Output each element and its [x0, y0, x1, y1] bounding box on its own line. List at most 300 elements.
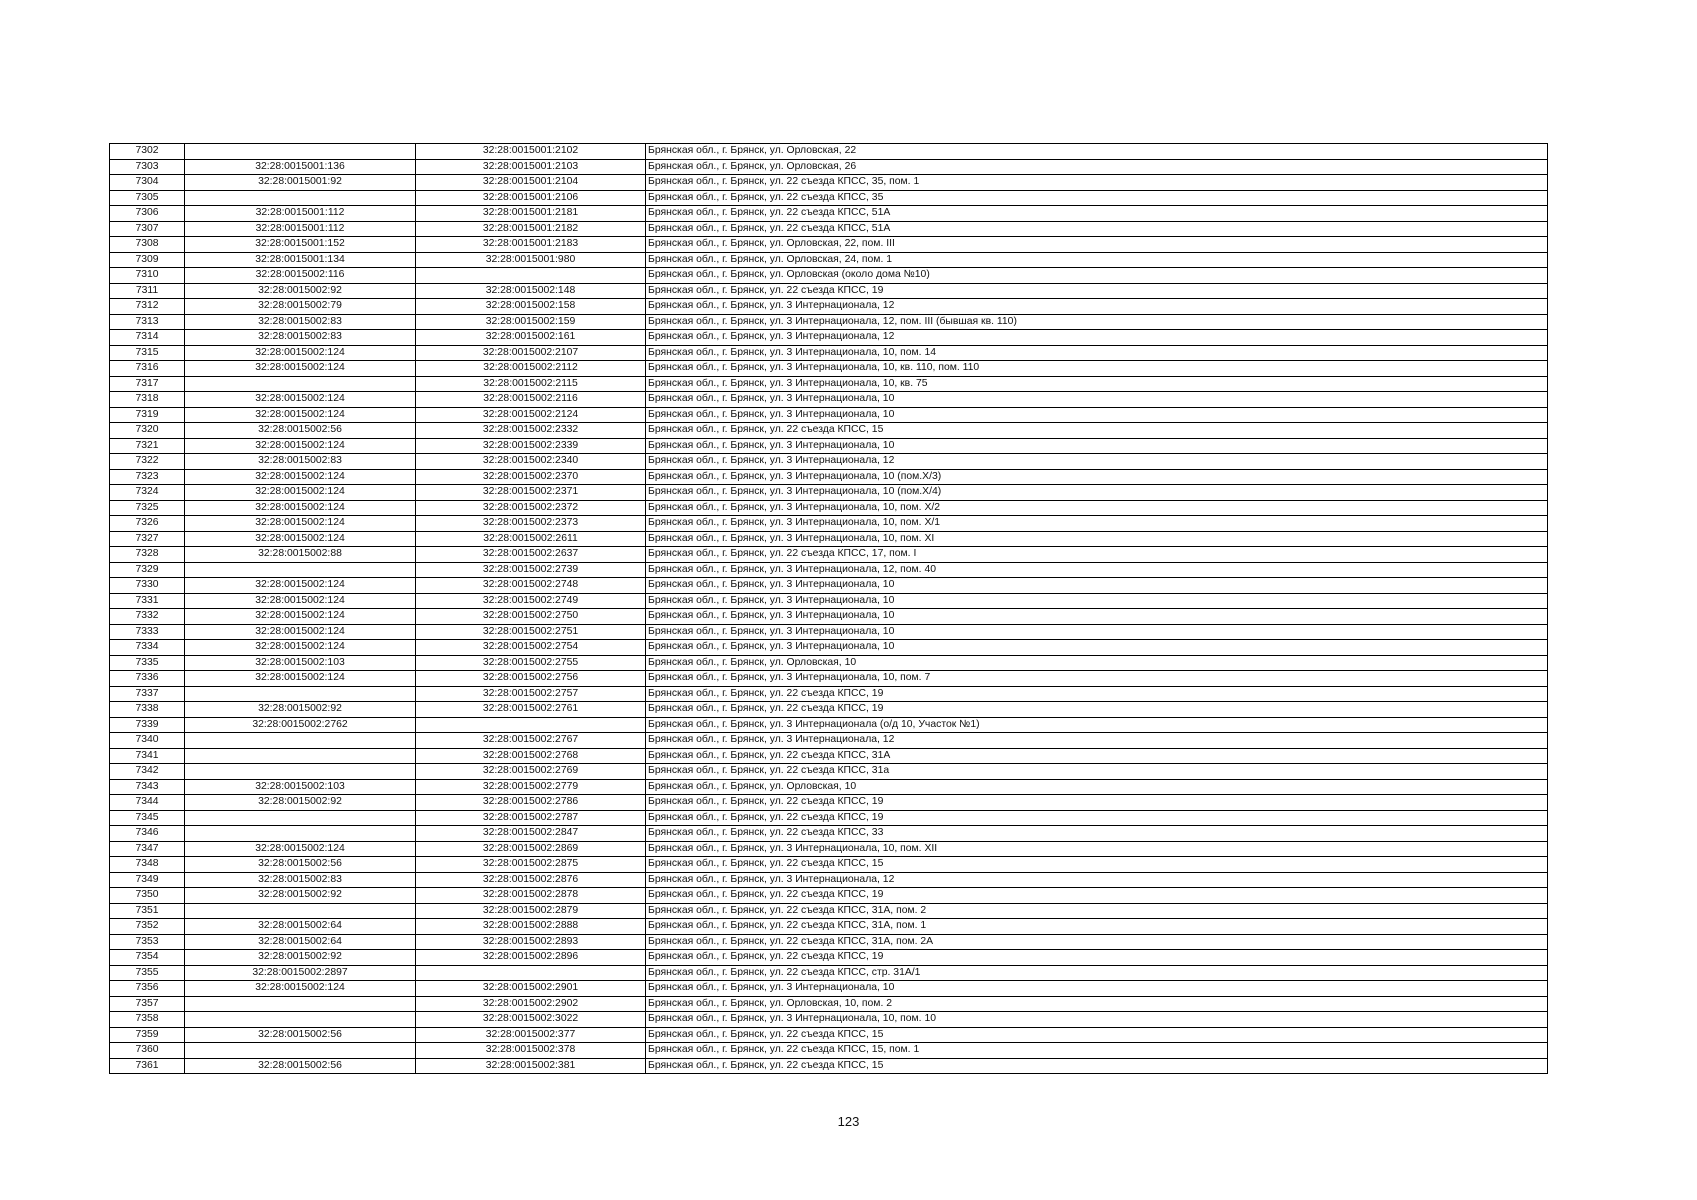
object-cadastral-number-cell: 32:28:0015002:2761 [416, 702, 646, 718]
object-cadastral-number-cell: 32:28:0015002:2902 [416, 996, 646, 1012]
row-number-cell: 7323 [110, 469, 185, 485]
parcel-cadastral-number-cell [185, 996, 416, 1012]
parcel-cadastral-number-cell [185, 1043, 416, 1059]
address-cell: Брянская обл., г. Брянск, ул. 3 Интернационала, 10 [646, 438, 1548, 454]
table-row [110, 330, 1548, 346]
row-number-cell: 7328 [110, 547, 185, 563]
parcel-cadastral-number-cell: 32:28:0015002:124 [185, 500, 416, 516]
address-cell: Брянская обл., г. Брянск, ул. 3 Интернационала, 10, кв. 110, пом. 110 [646, 361, 1548, 377]
row-number-cell: 7352 [110, 919, 185, 935]
table-row [110, 1043, 1548, 1059]
object-cadastral-number-cell: 32:28:0015002:2754 [416, 640, 646, 656]
parcel-cadastral-number-cell: 32:28:0015001:152 [185, 237, 416, 253]
object-cadastral-number-cell: 32:28:0015002:2373 [416, 516, 646, 532]
address-cell: Брянская обл., г. Брянск, ул. 3 Интернационала, 10 (пом.Х/4) [646, 485, 1548, 501]
address-cell: Брянская обл., г. Брянск, ул. Орловская, 26 [646, 159, 1548, 175]
parcel-cadastral-number-cell: 32:28:0015002:124 [185, 392, 416, 408]
parcel-cadastral-number-cell: 32:28:0015002:79 [185, 299, 416, 315]
row-number-cell: 7359 [110, 1027, 185, 1043]
table-row [110, 144, 1548, 160]
table-row [110, 919, 1548, 935]
parcel-cadastral-number-cell: 32:28:0015002:83 [185, 330, 416, 346]
row-number-cell: 7355 [110, 965, 185, 981]
table-row [110, 702, 1548, 718]
object-cadastral-number-cell: 32:28:0015002:2751 [416, 624, 646, 640]
table-row [110, 454, 1548, 470]
parcel-cadastral-number-cell: 32:28:0015002:124 [185, 981, 416, 997]
table-row [110, 407, 1548, 423]
object-cadastral-number-cell: 32:28:0015002:2896 [416, 950, 646, 966]
parcel-cadastral-number-cell: 32:28:0015002:56 [185, 1027, 416, 1043]
table-row [110, 826, 1548, 842]
object-cadastral-number-cell: 32:28:0015002:2769 [416, 764, 646, 780]
row-number-cell: 7343 [110, 779, 185, 795]
address-cell: Брянская обл., г. Брянск, ул. 22 съезда КПСС, 19 [646, 950, 1548, 966]
row-number-cell: 7335 [110, 655, 185, 671]
table-row [110, 1012, 1548, 1028]
parcel-cadastral-number-cell: 32:28:0015002:124 [185, 469, 416, 485]
object-cadastral-number-cell: 32:28:0015002:2750 [416, 609, 646, 625]
address-cell: Брянская обл., г. Брянск, ул. 22 съезда КПСС, 31А, пом. 1 [646, 919, 1548, 935]
object-cadastral-number-cell: 32:28:0015002:2847 [416, 826, 646, 842]
object-cadastral-number-cell: 32:28:0015002:2786 [416, 795, 646, 811]
row-number-cell: 7320 [110, 423, 185, 439]
object-cadastral-number-cell: 32:28:0015002:158 [416, 299, 646, 315]
parcel-cadastral-number-cell: 32:28:0015002:83 [185, 454, 416, 470]
address-cell: Брянская обл., г. Брянск, ул. 22 съезда КПСС, 19 [646, 810, 1548, 826]
row-number-cell: 7351 [110, 903, 185, 919]
address-cell: Брянская обл., г. Брянск, ул. 3 Интернационала, 10 [646, 640, 1548, 656]
table-row [110, 159, 1548, 175]
parcel-cadastral-number-cell: 32:28:0015002:83 [185, 872, 416, 888]
object-cadastral-number-cell: 32:28:0015002:2124 [416, 407, 646, 423]
address-cell: Брянская обл., г. Брянск, ул. 3 Интернационала (о/д 10, Участок №1) [646, 717, 1548, 733]
row-number-cell: 7344 [110, 795, 185, 811]
object-cadastral-number-cell: 32:28:0015002:2611 [416, 531, 646, 547]
object-cadastral-number-cell [416, 268, 646, 284]
row-number-cell: 7330 [110, 578, 185, 594]
row-number-cell: 7329 [110, 562, 185, 578]
object-cadastral-number-cell: 32:28:0015002:3022 [416, 1012, 646, 1028]
table-row [110, 268, 1548, 284]
object-cadastral-number-cell: 32:28:0015002:2767 [416, 733, 646, 749]
table-row [110, 237, 1548, 253]
table-row [110, 717, 1548, 733]
table-row [110, 221, 1548, 237]
row-number-cell: 7360 [110, 1043, 185, 1059]
parcel-cadastral-number-cell: 32:28:0015002:56 [185, 1058, 416, 1074]
object-cadastral-number-cell: 32:28:0015002:2372 [416, 500, 646, 516]
row-number-cell: 7353 [110, 934, 185, 950]
row-number-cell: 7318 [110, 392, 185, 408]
row-number-cell: 7342 [110, 764, 185, 780]
table-row [110, 516, 1548, 532]
row-number-cell: 7326 [110, 516, 185, 532]
parcel-cadastral-number-cell: 32:28:0015002:124 [185, 485, 416, 501]
address-cell: Брянская обл., г. Брянск, ул. 22 съезда КПСС, 19 [646, 795, 1548, 811]
table-row [110, 175, 1548, 191]
row-number-cell: 7322 [110, 454, 185, 470]
address-cell: Брянская обл., г. Брянск, ул. 22 съезда КПСС, 33 [646, 826, 1548, 842]
parcel-cadastral-number-cell [185, 376, 416, 392]
row-number-cell: 7354 [110, 950, 185, 966]
object-cadastral-number-cell: 32:28:0015002:2755 [416, 655, 646, 671]
address-cell: Брянская обл., г. Брянск, ул. 22 съезда КПСС, 15 [646, 423, 1548, 439]
table-row [110, 190, 1548, 206]
table-row [110, 779, 1548, 795]
object-cadastral-number-cell: 32:28:0015001:2103 [416, 159, 646, 175]
table-row [110, 345, 1548, 361]
address-cell: Брянская обл., г. Брянск, ул. 22 съезда КПСС, 19 [646, 702, 1548, 718]
parcel-cadastral-number-cell: 32:28:0015001:112 [185, 221, 416, 237]
parcel-cadastral-number-cell [185, 903, 416, 919]
parcel-cadastral-number-cell: 32:28:0015002:103 [185, 655, 416, 671]
table-row [110, 547, 1548, 563]
object-cadastral-number-cell: 32:28:0015001:2102 [416, 144, 646, 160]
address-cell: Брянская обл., г. Брянск, ул. 3 Интернационала, 12, пом. 40 [646, 562, 1548, 578]
parcel-cadastral-number-cell [185, 748, 416, 764]
parcel-cadastral-number-cell: 32:28:0015002:124 [185, 361, 416, 377]
parcel-cadastral-number-cell: 32:28:0015002:124 [185, 438, 416, 454]
row-number-cell: 7309 [110, 252, 185, 268]
table-row [110, 485, 1548, 501]
address-cell: Брянская обл., г. Брянск, ул. 22 съезда КПСС, 17, пом. I [646, 547, 1548, 563]
parcel-cadastral-number-cell: 32:28:0015002:92 [185, 950, 416, 966]
table-row [110, 1058, 1548, 1074]
object-cadastral-number-cell: 32:28:0015002:2901 [416, 981, 646, 997]
table-row [110, 531, 1548, 547]
object-cadastral-number-cell: 32:28:0015001:2182 [416, 221, 646, 237]
parcel-cadastral-number-cell: 32:28:0015002:103 [185, 779, 416, 795]
object-cadastral-number-cell: 32:28:0015002:2879 [416, 903, 646, 919]
row-number-cell: 7337 [110, 686, 185, 702]
address-cell: Брянская обл., г. Брянск, ул. 22 съезда КПСС, 51А [646, 206, 1548, 222]
table-row [110, 965, 1548, 981]
object-cadastral-number-cell [416, 717, 646, 733]
object-cadastral-number-cell: 32:28:0015001:2106 [416, 190, 646, 206]
row-number-cell: 7305 [110, 190, 185, 206]
row-number-cell: 7338 [110, 702, 185, 718]
object-cadastral-number-cell: 32:28:0015002:2371 [416, 485, 646, 501]
address-cell: Брянская обл., г. Брянск, ул. 3 Интернационала, 10, пом. 10 [646, 1012, 1548, 1028]
parcel-cadastral-number-cell: 32:28:0015002:124 [185, 609, 416, 625]
parcel-cadastral-number-cell: 32:28:0015002:56 [185, 423, 416, 439]
table-row [110, 469, 1548, 485]
address-cell: Брянская обл., г. Брянск, ул. 3 Интернационала, 12 [646, 733, 1548, 749]
parcel-cadastral-number-cell: 32:28:0015002:64 [185, 919, 416, 935]
object-cadastral-number-cell: 32:28:0015002:2112 [416, 361, 646, 377]
address-cell: Брянская обл., г. Брянск, ул. 3 Интернационала, 12 [646, 299, 1548, 315]
parcel-cadastral-number-cell: 32:28:0015002:83 [185, 314, 416, 330]
table-row [110, 1027, 1548, 1043]
object-cadastral-number-cell: 32:28:0015002:2116 [416, 392, 646, 408]
object-cadastral-number-cell: 32:28:0015002:2756 [416, 671, 646, 687]
object-cadastral-number-cell: 32:28:0015002:159 [416, 314, 646, 330]
row-number-cell: 7327 [110, 531, 185, 547]
object-cadastral-number-cell: 32:28:0015002:2370 [416, 469, 646, 485]
parcel-cadastral-number-cell [185, 733, 416, 749]
address-cell: Брянская обл., г. Брянск, ул. 3 Интернационала, 10 [646, 593, 1548, 609]
row-number-cell: 7310 [110, 268, 185, 284]
table-row [110, 423, 1548, 439]
parcel-cadastral-number-cell: 32:28:0015001:134 [185, 252, 416, 268]
table-row [110, 981, 1548, 997]
table-row [110, 888, 1548, 904]
table-row [110, 299, 1548, 315]
parcel-cadastral-number-cell: 32:28:0015002:2762 [185, 717, 416, 733]
table-row [110, 733, 1548, 749]
table-row [110, 624, 1548, 640]
address-cell: Брянская обл., г. Брянск, ул. 3 Интернационала, 12 [646, 454, 1548, 470]
table-row [110, 996, 1548, 1012]
address-cell: Брянская обл., г. Брянск, ул. 22 съезда КПСС, 51А [646, 221, 1548, 237]
parcel-cadastral-number-cell: 32:28:0015002:56 [185, 857, 416, 873]
row-number-cell: 7349 [110, 872, 185, 888]
table-row [110, 361, 1548, 377]
address-cell: Брянская обл., г. Брянск, ул. 22 съезда КПСС, 31а [646, 764, 1548, 780]
parcel-cadastral-number-cell [185, 686, 416, 702]
table-row [110, 764, 1548, 780]
row-number-cell: 7350 [110, 888, 185, 904]
table-row [110, 438, 1548, 454]
row-number-cell: 7307 [110, 221, 185, 237]
parcel-cadastral-number-cell [185, 826, 416, 842]
table-row [110, 500, 1548, 516]
registry-table-body [110, 144, 1548, 1074]
table-row [110, 810, 1548, 826]
address-cell: Брянская обл., г. Брянск, ул. 3 Интернационала, 10 [646, 392, 1548, 408]
row-number-cell: 7331 [110, 593, 185, 609]
object-cadastral-number-cell: 32:28:0015002:378 [416, 1043, 646, 1059]
object-cadastral-number-cell: 32:28:0015002:381 [416, 1058, 646, 1074]
row-number-cell: 7332 [110, 609, 185, 625]
parcel-cadastral-number-cell: 32:28:0015002:2897 [185, 965, 416, 981]
row-number-cell: 7357 [110, 996, 185, 1012]
object-cadastral-number-cell: 32:28:0015002:2748 [416, 578, 646, 594]
address-cell: Брянская обл., г. Брянск, ул. Орловская, 24, пом. 1 [646, 252, 1548, 268]
object-cadastral-number-cell: 32:28:0015002:2878 [416, 888, 646, 904]
parcel-cadastral-number-cell: 32:28:0015002:124 [185, 593, 416, 609]
row-number-cell: 7347 [110, 841, 185, 857]
row-number-cell: 7348 [110, 857, 185, 873]
parcel-cadastral-number-cell: 32:28:0015002:124 [185, 531, 416, 547]
address-cell: Брянская обл., г. Брянск, ул. 22 съезда КПСС, 31А [646, 748, 1548, 764]
row-number-cell: 7340 [110, 733, 185, 749]
page-number: 123 [837, 1114, 860, 1129]
object-cadastral-number-cell: 32:28:0015002:2787 [416, 810, 646, 826]
row-number-cell: 7308 [110, 237, 185, 253]
object-cadastral-number-cell: 32:28:0015002:2637 [416, 547, 646, 563]
address-cell: Брянская обл., г. Брянск, ул. 3 Интернационала, 10, пом. Х/1 [646, 516, 1548, 532]
table-row [110, 206, 1548, 222]
row-number-cell: 7303 [110, 159, 185, 175]
table-row [110, 841, 1548, 857]
address-cell: Брянская обл., г. Брянск, ул. 22 съезда КПСС, 19 [646, 686, 1548, 702]
object-cadastral-number-cell: 32:28:0015002:2107 [416, 345, 646, 361]
parcel-cadastral-number-cell [185, 810, 416, 826]
object-cadastral-number-cell: 32:28:0015001:2181 [416, 206, 646, 222]
address-cell: Брянская обл., г. Брянск, ул. 3 Интернационала, 10 [646, 981, 1548, 997]
parcel-cadastral-number-cell: 32:28:0015002:124 [185, 640, 416, 656]
parcel-cadastral-number-cell: 32:28:0015002:64 [185, 934, 416, 950]
address-cell: Брянская обл., г. Брянск, ул. 22 съезда КПСС, 19 [646, 283, 1548, 299]
address-cell: Брянская обл., г. Брянск, ул. 3 Интернационала, 10, пом. XI [646, 531, 1548, 547]
parcel-cadastral-number-cell: 32:28:0015002:116 [185, 268, 416, 284]
address-cell: Брянская обл., г. Брянск, ул. 22 съезда КПСС, 31А, пом. 2 [646, 903, 1548, 919]
table-row [110, 609, 1548, 625]
row-number-cell: 7361 [110, 1058, 185, 1074]
address-cell: Брянская обл., г. Брянск, ул. 3 Интернационала, 10 [646, 624, 1548, 640]
table-row [110, 950, 1548, 966]
table-row [110, 795, 1548, 811]
table-row [110, 640, 1548, 656]
object-cadastral-number-cell: 32:28:0015002:2876 [416, 872, 646, 888]
object-cadastral-number-cell: 32:28:0015002:2340 [416, 454, 646, 470]
row-number-cell: 7325 [110, 500, 185, 516]
object-cadastral-number-cell: 32:28:0015002:2875 [416, 857, 646, 873]
parcel-cadastral-number-cell: 32:28:0015002:92 [185, 888, 416, 904]
parcel-cadastral-number-cell: 32:28:0015002:124 [185, 624, 416, 640]
table-row [110, 252, 1548, 268]
row-number-cell: 7312 [110, 299, 185, 315]
parcel-cadastral-number-cell: 32:28:0015002:124 [185, 407, 416, 423]
parcel-cadastral-number-cell: 32:28:0015002:92 [185, 283, 416, 299]
address-cell: Брянская обл., г. Брянск, ул. Орловская (около дома №10) [646, 268, 1548, 284]
address-cell: Брянская обл., г. Брянск, ул. Орловская, 10 [646, 655, 1548, 671]
table-row [110, 562, 1548, 578]
address-cell: Брянская обл., г. Брянск, ул. 3 Интернационала, 10 [646, 407, 1548, 423]
address-cell: Брянская обл., г. Брянск, ул. 22 съезда КПСС, 35 [646, 190, 1548, 206]
address-cell: Брянская обл., г. Брянск, ул. 22 съезда КПСС, 15 [646, 1058, 1548, 1074]
address-cell: Брянская обл., г. Брянск, ул. Орловская, 10, пом. 2 [646, 996, 1548, 1012]
row-number-cell: 7319 [110, 407, 185, 423]
table-row [110, 392, 1548, 408]
table-row [110, 857, 1548, 873]
parcel-cadastral-number-cell: 32:28:0015002:124 [185, 516, 416, 532]
object-cadastral-number-cell: 32:28:0015002:2888 [416, 919, 646, 935]
address-cell: Брянская обл., г. Брянск, ул. 3 Интернационала, 10, пом. 7 [646, 671, 1548, 687]
object-cadastral-number-cell: 32:28:0015001:2183 [416, 237, 646, 253]
address-cell: Брянская обл., г. Брянск, ул. Орловская, 22 [646, 144, 1548, 160]
parcel-cadastral-number-cell [185, 764, 416, 780]
address-cell: Брянская обл., г. Брянск, ул. 22 съезда КПСС, 35, пом. 1 [646, 175, 1548, 191]
address-cell: Брянская обл., г. Брянск, ул. 22 съезда КПСС, 15 [646, 857, 1548, 873]
address-cell: Брянская обл., г. Брянск, ул. 3 Интернационала, 10 (пом.Х/3) [646, 469, 1548, 485]
object-cadastral-number-cell: 32:28:0015002:148 [416, 283, 646, 299]
object-cadastral-number-cell: 32:28:0015002:2869 [416, 841, 646, 857]
table-row [110, 748, 1548, 764]
row-number-cell: 7302 [110, 144, 185, 160]
parcel-cadastral-number-cell: 32:28:0015002:124 [185, 578, 416, 594]
registry-table [109, 143, 1548, 1074]
parcel-cadastral-number-cell: 32:28:0015002:88 [185, 547, 416, 563]
table-row [110, 934, 1548, 950]
object-cadastral-number-cell: 32:28:0015002:2739 [416, 562, 646, 578]
address-cell: Брянская обл., г. Брянск, ул. 22 съезда КПСС, стр. 31А/1 [646, 965, 1548, 981]
row-number-cell: 7358 [110, 1012, 185, 1028]
object-cadastral-number-cell: 32:28:0015002:2332 [416, 423, 646, 439]
address-cell: Брянская обл., г. Брянск, ул. Орловская, 10 [646, 779, 1548, 795]
row-number-cell: 7339 [110, 717, 185, 733]
row-number-cell: 7306 [110, 206, 185, 222]
object-cadastral-number-cell: 32:28:0015002:2115 [416, 376, 646, 392]
address-cell: Брянская обл., г. Брянск, ул. 3 Интернационала, 10, пом. 14 [646, 345, 1548, 361]
parcel-cadastral-number-cell [185, 190, 416, 206]
object-cadastral-number-cell: 32:28:0015002:2339 [416, 438, 646, 454]
parcel-cadastral-number-cell: 32:28:0015002:124 [185, 671, 416, 687]
table-row [110, 314, 1548, 330]
row-number-cell: 7341 [110, 748, 185, 764]
parcel-cadastral-number-cell: 32:28:0015002:124 [185, 841, 416, 857]
table-row [110, 376, 1548, 392]
parcel-cadastral-number-cell [185, 144, 416, 160]
table-row [110, 283, 1548, 299]
address-cell: Брянская обл., г. Брянск, ул. Орловская, 22, пом. III [646, 237, 1548, 253]
object-cadastral-number-cell: 32:28:0015002:2779 [416, 779, 646, 795]
table-row [110, 578, 1548, 594]
object-cadastral-number-cell: 32:28:0015002:2768 [416, 748, 646, 764]
row-number-cell: 7316 [110, 361, 185, 377]
row-number-cell: 7324 [110, 485, 185, 501]
address-cell: Брянская обл., г. Брянск, ул. 3 Интернационала, 10 [646, 609, 1548, 625]
row-number-cell: 7345 [110, 810, 185, 826]
address-cell: Брянская обл., г. Брянск, ул. 3 Интернационала, 10, пом. Х/2 [646, 500, 1548, 516]
address-cell: Брянская обл., г. Брянск, ул. 3 Интернационала, 10, кв. 75 [646, 376, 1548, 392]
address-cell: Брянская обл., г. Брянск, ул. 3 Интернационала, 12 [646, 330, 1548, 346]
object-cadastral-number-cell: 32:28:0015002:2893 [416, 934, 646, 950]
row-number-cell: 7346 [110, 826, 185, 842]
table-row [110, 903, 1548, 919]
address-cell: Брянская обл., г. Брянск, ул. 3 Интернационала, 12, пом. III (бывшая кв. 110) [646, 314, 1548, 330]
row-number-cell: 7304 [110, 175, 185, 191]
object-cadastral-number-cell: 32:28:0015001:2104 [416, 175, 646, 191]
row-number-cell: 7311 [110, 283, 185, 299]
object-cadastral-number-cell: 32:28:0015002:377 [416, 1027, 646, 1043]
address-cell: Брянская обл., г. Брянск, ул. 22 съезда КПСС, 15 [646, 1027, 1548, 1043]
object-cadastral-number-cell: 32:28:0015002:2757 [416, 686, 646, 702]
address-cell: Брянская обл., г. Брянск, ул. 3 Интернационала, 10, пом. XII [646, 841, 1548, 857]
object-cadastral-number-cell: 32:28:0015002:2749 [416, 593, 646, 609]
parcel-cadastral-number-cell: 32:28:0015002:92 [185, 795, 416, 811]
table-row [110, 686, 1548, 702]
row-number-cell: 7321 [110, 438, 185, 454]
object-cadastral-number-cell: 32:28:0015001:980 [416, 252, 646, 268]
parcel-cadastral-number-cell: 32:28:0015002:124 [185, 345, 416, 361]
table-row [110, 671, 1548, 687]
object-cadastral-number-cell [416, 965, 646, 981]
row-number-cell: 7315 [110, 345, 185, 361]
address-cell: Брянская обл., г. Брянск, ул. 22 съезда КПСС, 19 [646, 888, 1548, 904]
parcel-cadastral-number-cell: 32:28:0015001:136 [185, 159, 416, 175]
row-number-cell: 7314 [110, 330, 185, 346]
row-number-cell: 7313 [110, 314, 185, 330]
row-number-cell: 7334 [110, 640, 185, 656]
address-cell: Брянская обл., г. Брянск, ул. 3 Интернационала, 12 [646, 872, 1548, 888]
address-cell: Брянская обл., г. Брянск, ул. 22 съезда КПСС, 15, пом. 1 [646, 1043, 1548, 1059]
parcel-cadastral-number-cell [185, 1012, 416, 1028]
table-row [110, 593, 1548, 609]
row-number-cell: 7317 [110, 376, 185, 392]
parcel-cadastral-number-cell: 32:28:0015002:92 [185, 702, 416, 718]
address-cell: Брянская обл., г. Брянск, ул. 22 съезда КПСС, 31А, пом. 2А [646, 934, 1548, 950]
row-number-cell: 7336 [110, 671, 185, 687]
row-number-cell: 7356 [110, 981, 185, 997]
parcel-cadastral-number-cell: 32:28:0015001:92 [185, 175, 416, 191]
table-row [110, 655, 1548, 671]
table-row [110, 872, 1548, 888]
parcel-cadastral-number-cell: 32:28:0015001:112 [185, 206, 416, 222]
object-cadastral-number-cell: 32:28:0015002:161 [416, 330, 646, 346]
